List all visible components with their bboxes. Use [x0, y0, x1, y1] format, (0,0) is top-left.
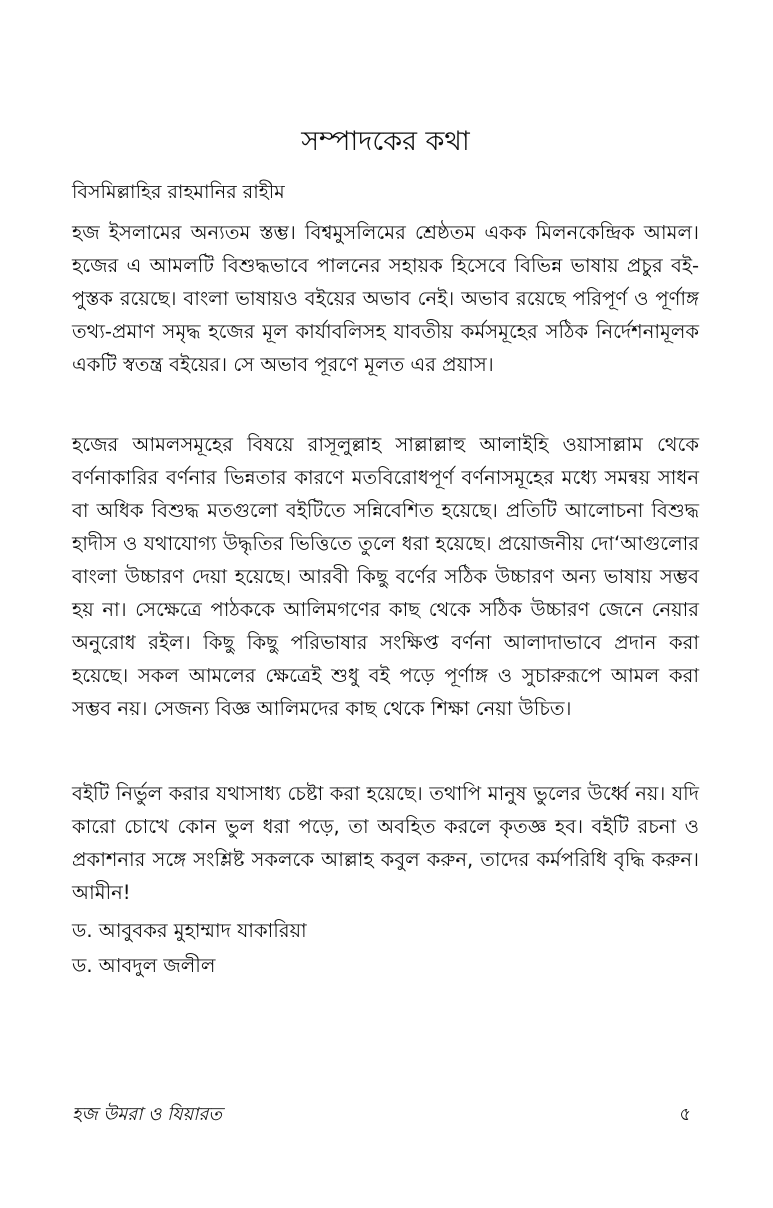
- paragraph-3: বইটি নির্ভুল করার যথাসাধ্য চেষ্টা করা হয়েছে। তথাপি মানুষ ভুলের উর্ধ্বে নয়। যদি কারো চোখে কোন ভুল ধরা পড়ে, তা অবহিত করলে কৃতজ্ঞ হব। বইটি রচনা ও প্রকাশনার সঙ্গে সংশ্লিষ্ট সকলকে আল্লাহ কবুল করুন, তাদের কর্মপরিধি বৃদ্ধি করুন। আমীন!: [72, 782, 699, 904]
- page-title: সম্পাদকের কথা: [301, 126, 470, 157]
- signatory-1: ড. আবুবকর মুহাম্মাদ যাকারিয়া: [72, 919, 307, 942]
- paragraph-2: হজের আমলসমূহের বিষয়ে রাসূলুল্লাহ সাল্লাল্লাহু আলাইহি ওয়াসাল্লাম থেকে বর্ণনাকারির বর্ণনার ভিন্নতার কারণে মতবিরোধপূর্ণ বর্ণনাসমূহের মধ্যে সমন্বয় সাধন বা অধিক বিশুদ্ধ মতগুলো বইটিতে সন্নিবেশিত হয়েছে। প্রতিটি আলোচনা বিশুদ্ধ হাদীস ও যথাযোগ্য উদ্ধৃতির ভিত্তিতে তুলে ধরা হয়েছে। প্রয়োজনীয় দো‘আগুলোর বাংলা উচ্চারণ দেয়া হয়েছে। আরবী কিছু বর্ণের সঠিক উচ্চারণ অন্য ভাষায় সম্ভব হয় না। সেক্ষেত্রে পাঠককে আলিমগণের কাছ থেকে সঠিক উচ্চারণ জেনে নেয়ার অনুরোধ রইল। কিছু কিছু পরিভাষার সংক্ষিপ্ত বর্ণনা আলাদাভাবে প্রদান করা হয়েছে। সকল আমলের ক্ষেত্রেই শুধু বই পড়ে পূর্ণাঙ্গ ও সুচারুরূপে আমল করা সম্ভব নয়। সেজন্য বিজ্ঞ আলিমদের কাছ থেকে শিক্ষা নেয়া উচিত।: [72, 433, 699, 720]
- running-footer-title: হজ উমরা ও যিয়ারত: [72, 1104, 222, 1125]
- paragraph-1: হজ ইসলামের অন্যতম স্তম্ভ। বিশ্বমুসলিমের শ্রেষ্ঠতম একক মিলনকেন্দ্রিক আমল। হজের এ আমলটি বিশুদ্ধভাবে পালনের সহায়ক হিসেবে বিভিন্ন ভাষায় প্রচুর বই-পুস্তক রয়েছে। বাংলা ভাষায়ও বইয়ের অভাব নেই। অভাব রয়েছে পরিপূর্ণ ও পূর্ণাঙ্গ তথ্য-প্রমাণ সমৃদ্ধ হজের মূল কার্যাবলিসহ যাবতীয় কর্মসমূহের সঠিক নির্দেশনামূলক একটি স্বতন্ত্র বইয়ের। সে অভাব পূরণে মূলত এর প্রয়াস।: [72, 221, 699, 376]
- signatory-2: ড. আবদুল জলীল: [72, 954, 216, 977]
- bismillah-line: বিসমিল্লাহির রাহমানির রাহীম: [72, 181, 285, 203]
- page-number: ৫: [679, 1104, 691, 1125]
